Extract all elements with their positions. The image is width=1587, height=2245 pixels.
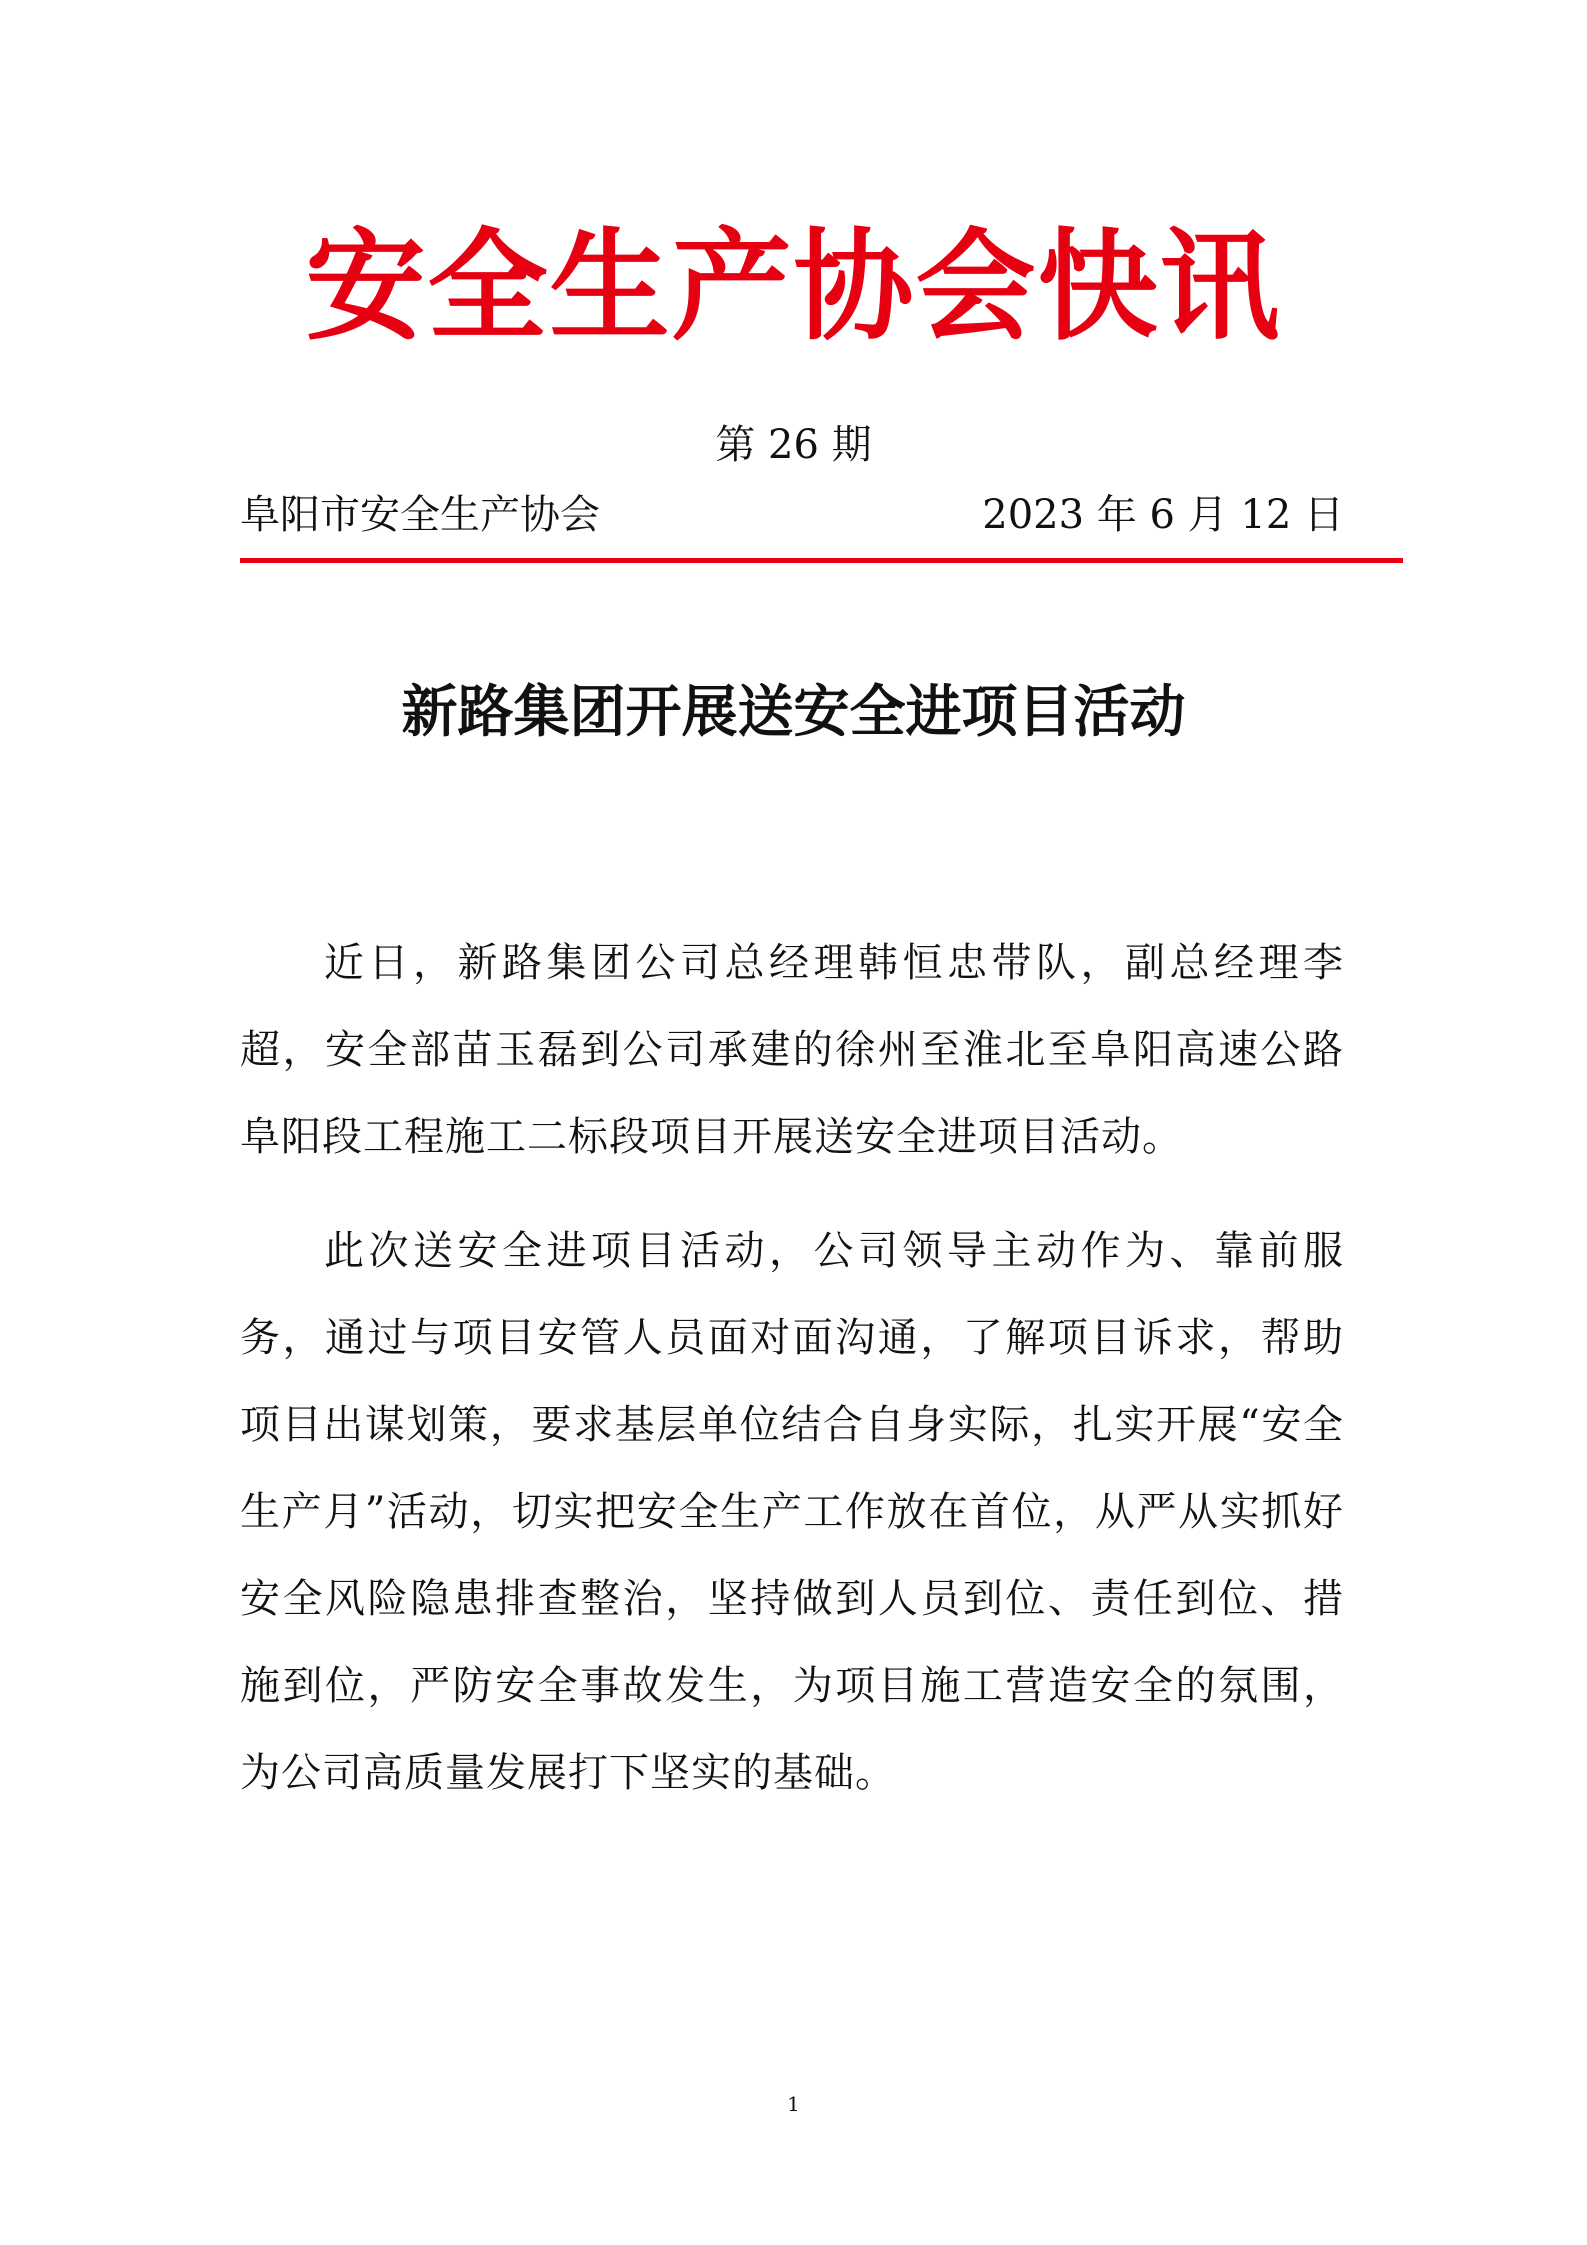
article-paragraph-2: 此次送安全进项目活动，公司领导主动作为、靠前服务，通过与项目安管人员面对面沟通，了解项目诉求，帮助项目出谋划策，要求基层单位结合自身实际，扎实开展“安全生产月”活动，切实把安全生产工作放在首位，从严从实抓好安全风险隐患排查整治，坚持做到人员到位、责任到位、措施到位，严防安全事故发生，为项目施工营造安全的氛围，为公司高质量发展打下坚实的基础。 — [240, 1228, 1344, 1796]
publication-info-row — [240, 490, 1344, 540]
header-divider — [240, 558, 1403, 563]
publication-date: 2023 年 6 月 12 日 — [982, 492, 1344, 538]
article-paragraph-1: 近日，新路集团公司总经理韩恒忠带队，副总经理李超，安全部苗玉磊到公司承建的徐州至淮北至阜阳高速公路阜阳段工程施工二标段项目开展送安全进项目活动。 — [240, 940, 1344, 1160]
issue-number: 第 26 期 — [715, 422, 872, 468]
masthead-title: 安全生产协会快讯 — [305, 218, 1282, 357]
organization-name: 阜阳市安全生产协会 — [240, 492, 600, 538]
page-number: 1 — [787, 2092, 800, 2116]
article-title: 新路集团开展送安全进项目活动 — [401, 680, 1186, 745]
